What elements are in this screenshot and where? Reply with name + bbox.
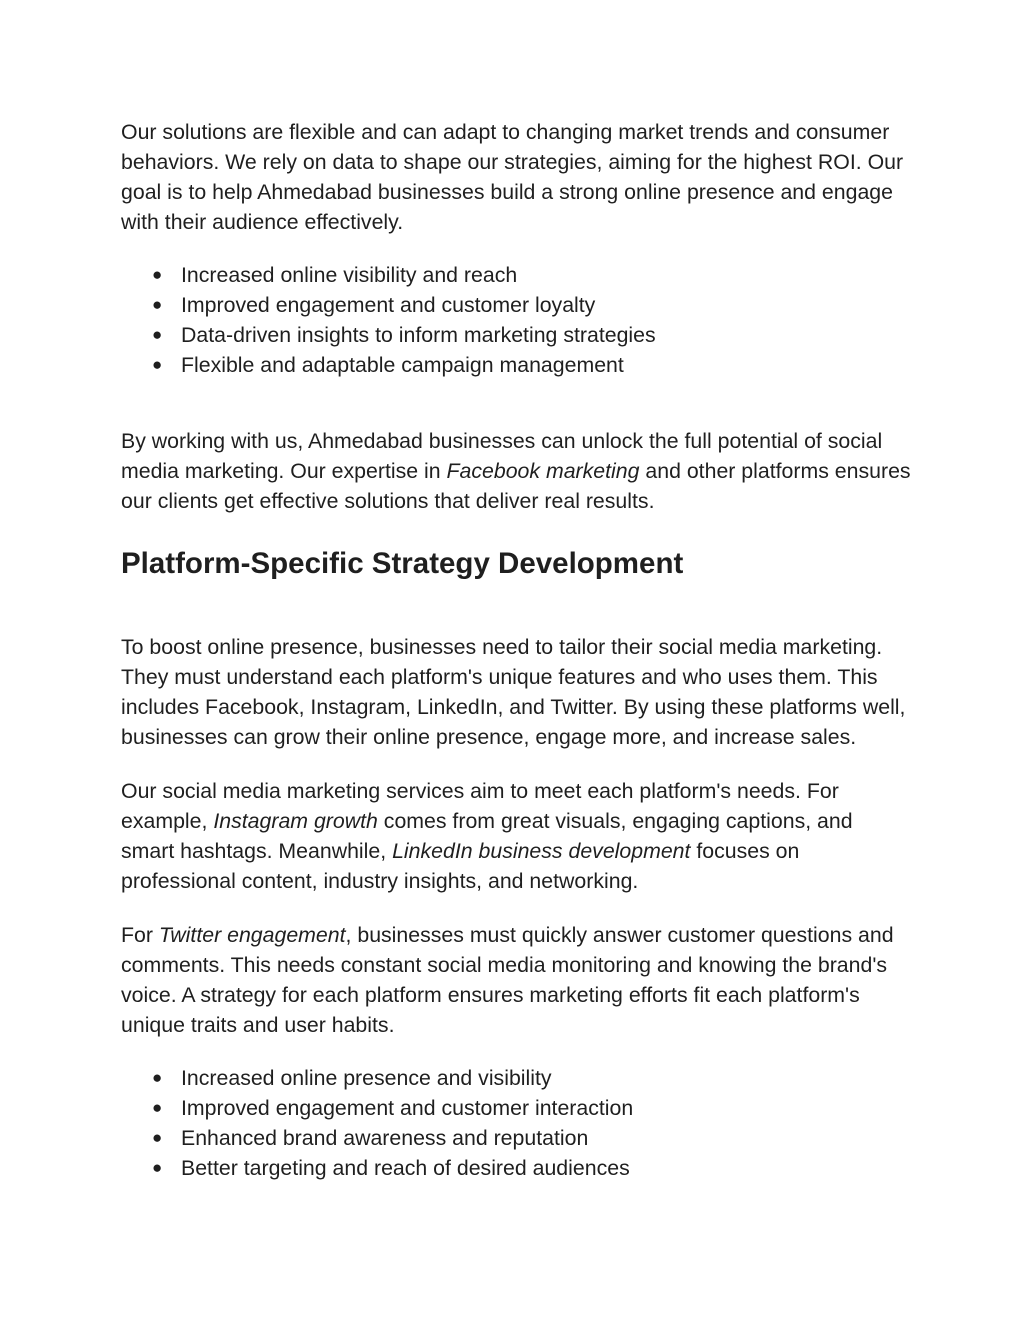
bullet-icon: ● <box>152 1068 163 1087</box>
bullet-icon: ● <box>152 295 163 314</box>
list-item: ● Improved engagement and customer interaction <box>121 1093 911 1123</box>
bullet-icon: ● <box>152 355 163 374</box>
list-item: ● Data-driven insights to inform marketing strategies <box>121 320 911 350</box>
benefits-list-1 <box>121 260 911 380</box>
list-item: ● Improved engagement and customer loyalty <box>121 290 911 320</box>
list-item: ● Flexible and adaptable campaign management <box>121 350 911 380</box>
working-paragraph: By working with us, Ahmedabad businesses can unlock the full potential of social media marketing. Our expertise in Facebook marketing and other platforms ensures our clients get effective solutions that deliver real results. <box>121 429 911 513</box>
intro-paragraph: Our solutions are flexible and can adapt to changing market trends and consumer behaviors. We rely on data to shape our strategies, aiming for the highest ROI. Our goal is to help Ahmedabad businesses build a strong online presence and engage with their audience effectively. <box>121 120 904 234</box>
list-item: ● Enhanced brand awareness and reputation <box>121 1123 911 1153</box>
list-item: ● Increased online visibility and reach <box>121 260 911 290</box>
bullet-icon: ● <box>152 325 163 344</box>
emphasis-facebook-marketing: Facebook marketing <box>446 459 640 483</box>
twitter-paragraph: For Twitter engagement, businesses must quickly answer customer questions and comments. This needs constant social media monitoring and knowing the brand's voice. A strategy for each platform ensures marketing efforts fit each platform's unique traits and user habits. <box>121 923 894 1037</box>
section-heading: Platform-Specific Strategy Development <box>121 547 684 580</box>
emphasis-instagram-growth: Instagram growth <box>213 809 378 833</box>
document-page <box>121 117 911 1183</box>
benefits-list-2 <box>121 1063 911 1183</box>
list-item: ● Increased online presence and visibility <box>121 1063 911 1093</box>
bullet-icon: ● <box>152 1098 163 1117</box>
list-item: ● Better targeting and reach of desired audiences <box>121 1153 911 1183</box>
bullet-icon: ● <box>152 1158 163 1177</box>
emphasis-linkedin-business-development: LinkedIn business development <box>392 839 691 863</box>
bullet-icon: ● <box>152 1128 163 1147</box>
tailor-paragraph: To boost online presence, businesses need to tailor their social media marketing. They must understand each platform's unique features and who uses them. This includes Facebook, Instagram, LinkedIn, and Twitter. By using these platforms well, businesses can grow their online presence, engage more, and increase sales. <box>121 635 906 749</box>
bullet-icon: ● <box>152 265 163 284</box>
services-paragraph: Our social media marketing services aim to meet each platform's needs. For example, Instagram growth comes from great visuals, engaging captions, and smart hashtags. Meanwhile, LinkedIn business development focuses on professional content, industry insights, and networking. <box>121 779 853 893</box>
emphasis-twitter-engagement: Twitter engagement <box>158 923 346 947</box>
